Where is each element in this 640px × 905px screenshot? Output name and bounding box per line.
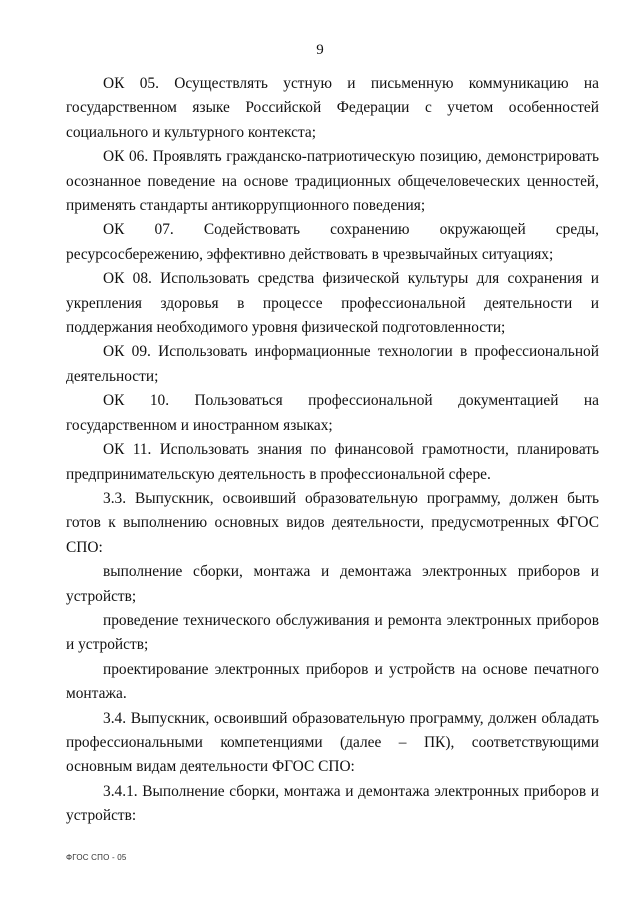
paragraph-ok-10: ОК 10. Пользоваться профессиональной документацией на государственном и иностранном языках; [66,392,599,434]
document-body [66,72,599,829]
paragraph-activity-design: проектирование электронных приборов и устройств на основе печатного монтажа. [66,660,599,703]
paragraph-ok-07: ОК 07. Содействовать сохранению окружающей среды, ресурсосбережению, эффективно действовать в чрезвычайных ситуациях; [66,221,599,263]
paragraph-section-3-3: 3.3. Выпускник, освоивший образовательную программу, должен быть готов к выполнению основных видов деятельности, предусмотренных ФГОС СПО: [66,489,599,556]
paragraph-section-3-4-1: 3.4.1. Выполнение сборки, монтажа и демонтажа электронных приборов и устройств: [66,782,599,825]
paragraph-ok-09: ОК 09. Использовать информационные технологии в профессиональной деятельности; [66,343,599,385]
paragraph-activity-assembly: выполнение сборки, монтажа и демонтажа электронных приборов и устройств; [66,563,599,605]
page-number: 9 [316,42,324,58]
paragraph-section-3-4: 3.4. Выпускник, освоивший образовательную программу, должен обладать профессиональными компетенциями (далее – ПК), соответствующими основным видам деятельности ФГОС СПО: [66,709,599,776]
paragraph-ok-06: ОК 06. Проявлять гражданско-патриотическую позицию, демонстрировать осознанное поведение на основе традиционных общечеловеческих ценностей, применять стандарты антикоррупционного поведения; [66,148,599,215]
footer-standard-code: ФГОС СПО - 05 [66,853,127,862]
paragraph-ok-05: ОК 05. Осуществлять устную и письменную коммуникацию на государственном языке Российской Федерации с учетом особенностей социального и культурного контекста; [66,75,599,141]
paragraph-activity-maintenance: проведение технического обслуживания и ремонта электронных приборов и устройств; [66,611,599,654]
paragraph-ok-08: ОК 08. Использовать средства физической культуры для сохранения и укрепления здоровья в процессе профессиональной деятельности и поддержания необходимого уровня физической подготовленности; [66,270,599,337]
paragraph-ok-11: ОК 11. Использовать знания по финансовой грамотности, планировать предпринимательскую деятельность в профессиональной сфере. [66,441,599,483]
